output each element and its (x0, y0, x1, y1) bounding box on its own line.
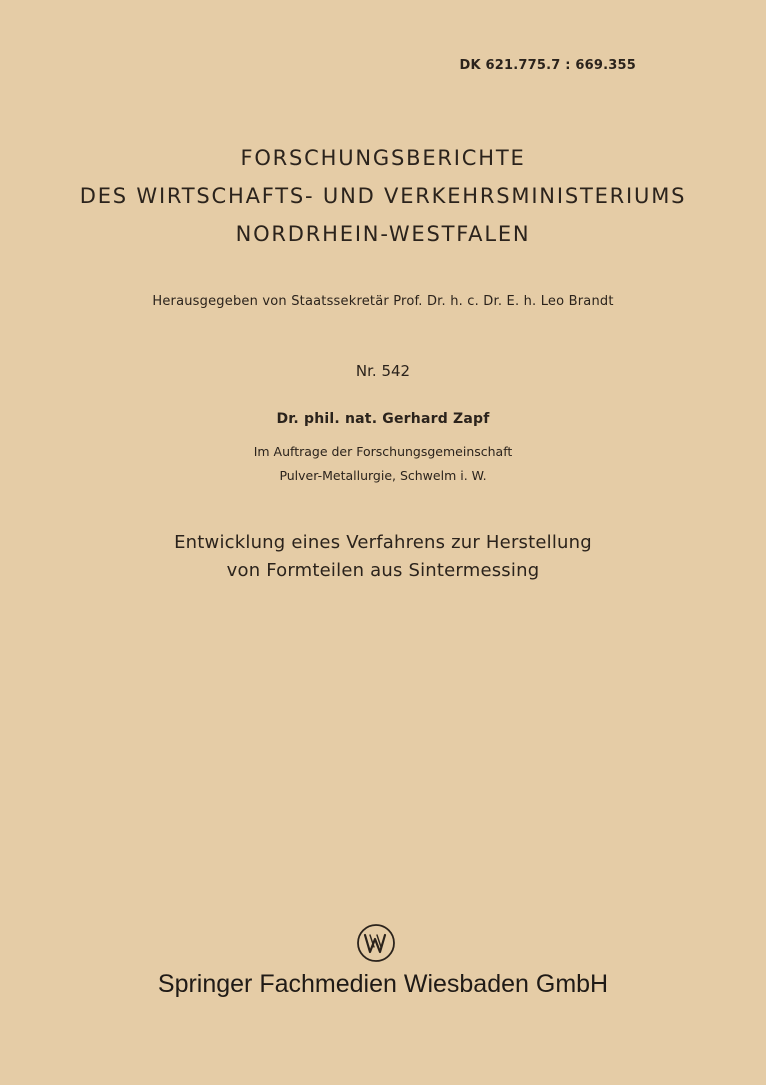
classification-number: DK 621.775.7 : 669.355 (459, 58, 636, 73)
series-title-line-1: FORSCHUNGSBERICHTE (240, 146, 526, 170)
series-title-line-3: NORDRHEIN-WESTFALEN (235, 222, 531, 246)
series-title-line-2: DES WIRTSCHAFTS- UND VERKEHRSMINISTERIUMS (79, 184, 687, 208)
volume-number: Nr. 542 (355, 362, 411, 380)
author-name: Dr. phil. nat. Gerhard Zapf (276, 411, 490, 427)
book-title-line-1: Entwicklung eines Verfahrens zur Herstellung (174, 532, 592, 553)
publisher-name: Springer Fachmedien Wiesbaden GmbH (157, 970, 609, 998)
editor-line: Herausgegeben von Staatssekretär Prof. Dr. h. c. Dr. E. h. Leo Brandt (152, 294, 614, 309)
westdeutscher-verlag-w-logo-icon (356, 923, 396, 963)
affiliation-line-2: Pulver-Metallurgie, Schwelm i. W. (279, 468, 487, 483)
affiliation-line-1: Im Auftrage der Forschungsgemeinschaft (253, 444, 513, 459)
book-title-line-2: von Formteilen aus Sintermessing (226, 560, 540, 581)
